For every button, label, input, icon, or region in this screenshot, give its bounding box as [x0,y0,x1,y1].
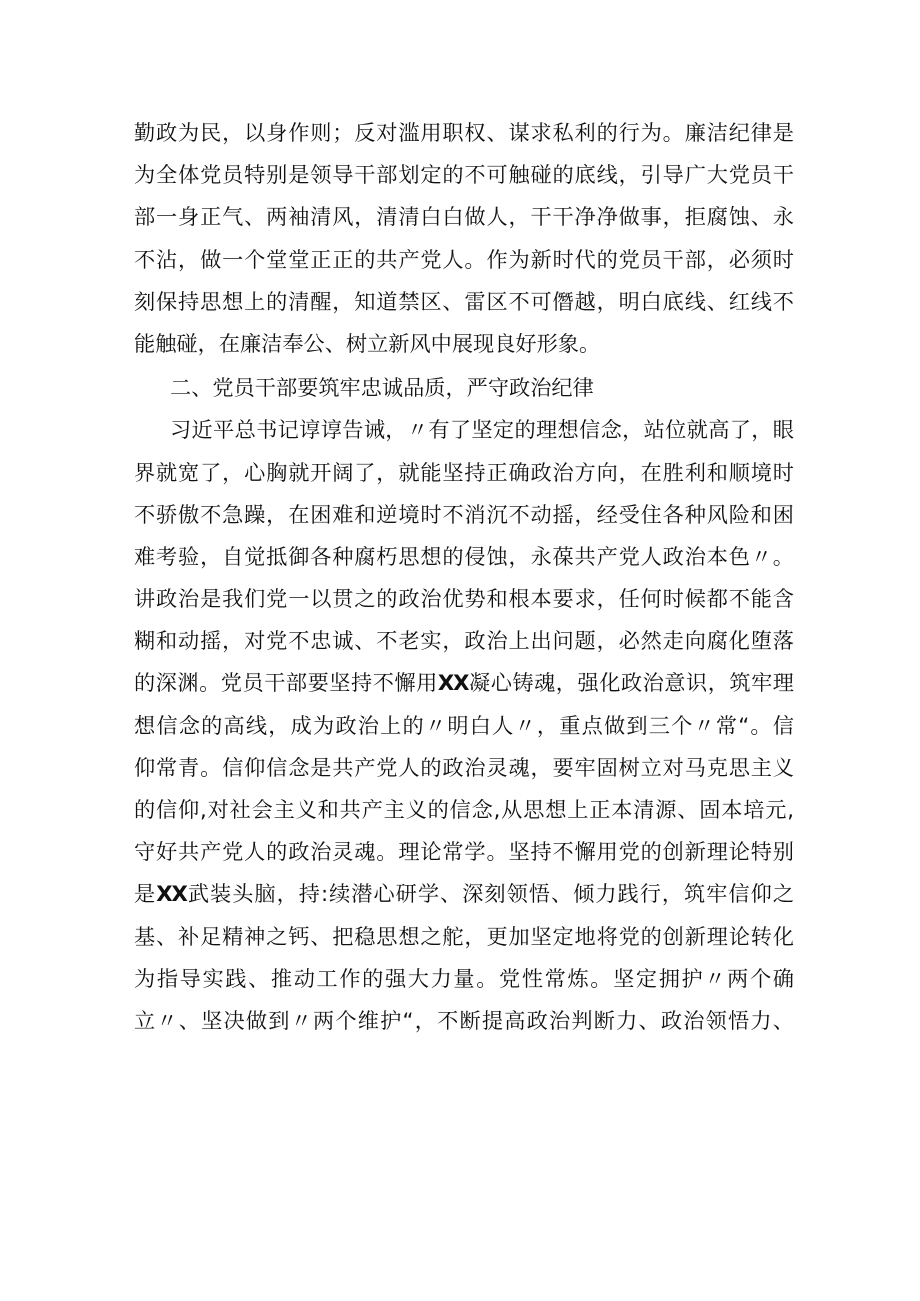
text-line: 习近平总书记谆谆告诫，〃有了坚定的理想信念，站位就高了，眼 [170,417,794,443]
text-line [134,873,794,915]
text-line: 难考验，自觉抵御各种腐朽思想的侵蚀，永葆共产党人政治本色〃。 [134,543,794,569]
redacted-placeholder: XX [437,670,469,696]
text-line: 的信仰,对社会主义和共产主义的信念,从思想上正本清源、固本培元, [134,797,794,822]
text-segment: 的深渊。党员干部要坚持不懈用 [134,670,438,696]
text-line: 想信念的高线，成为政治上的〃明白人〃，重点做到三个〃常“。信 [134,712,794,738]
text-line: 勤政为民，以身作则；反对滥用职权、谋求私利的行为。廉洁纪律是 [134,120,794,145]
document-body [134,112,794,1042]
text-line: 讲政治是我们党一以贯之的政治优势和根本要求，任何时候都不能含 [134,586,794,612]
text-line: 界就宽了，心胸就开阔了，就能坚持正确政治方向，在胜利和顺境时 [134,459,794,485]
text-segment: 是 [134,881,157,907]
text-segment: 凝心铸魂，强化政治意识，筑牢理 [468,670,794,696]
text-line: 仰常青。信仰信念是共产党人的政治灵魂，要牢固树立对马克思主义 [134,754,794,780]
text-line: 不沾，做一个堂堂正正的共产党人。作为新时代的党员干部，必须时 [134,246,794,272]
redacted-placeholder: XX [156,881,187,907]
text-line: 立〃、坚决做到〃两个维护“，不断提高政治判断力、政治领悟力、 [134,1007,794,1033]
text-line: 不骄傲不急躁，在困难和逆境时不消沉不动摇，经受住各种风险和困 [134,501,794,527]
text-line: 为指导实践、推动工作的强大力量。党性常炼。坚定拥护〃两个确 [134,965,794,991]
section-heading: 二、党员干部要筑牢忠诚品质，严守政治纪律 [170,375,594,401]
text-line: 为全体党员特别是领导干部划定的不可触碰的底线，引导广大党员干 [134,162,794,188]
text-line: 守好共产党人的政治灵魂。理论常学。坚持不懈用党的创新理论特别 [134,839,794,865]
text-line [134,662,794,704]
text-segment: 武装头脑，持:续潜心研学、深刻领悟、倾力践行，筑牢信仰之 [186,881,794,907]
text-line: 能触碰，在廉洁奉公、树立新风中展现良好形象。 [134,330,601,356]
text-line: 部一身正气、两袖清风，清清白白做人，干干净净做事，拒腐蚀、永 [134,204,794,230]
text-line: 糊和动摇，对党不忠诚、不老实，政治上出问题，必然走向腐化堕落 [134,628,794,654]
text-line: 基、补足精神之钙、把稳思想之舵，更加坚定地将党的创新理论转化 [134,923,794,949]
text-line: 刻保持思想上的清醒，知道禁区、雷区不可僭越，明白底线、红线不 [134,288,794,314]
